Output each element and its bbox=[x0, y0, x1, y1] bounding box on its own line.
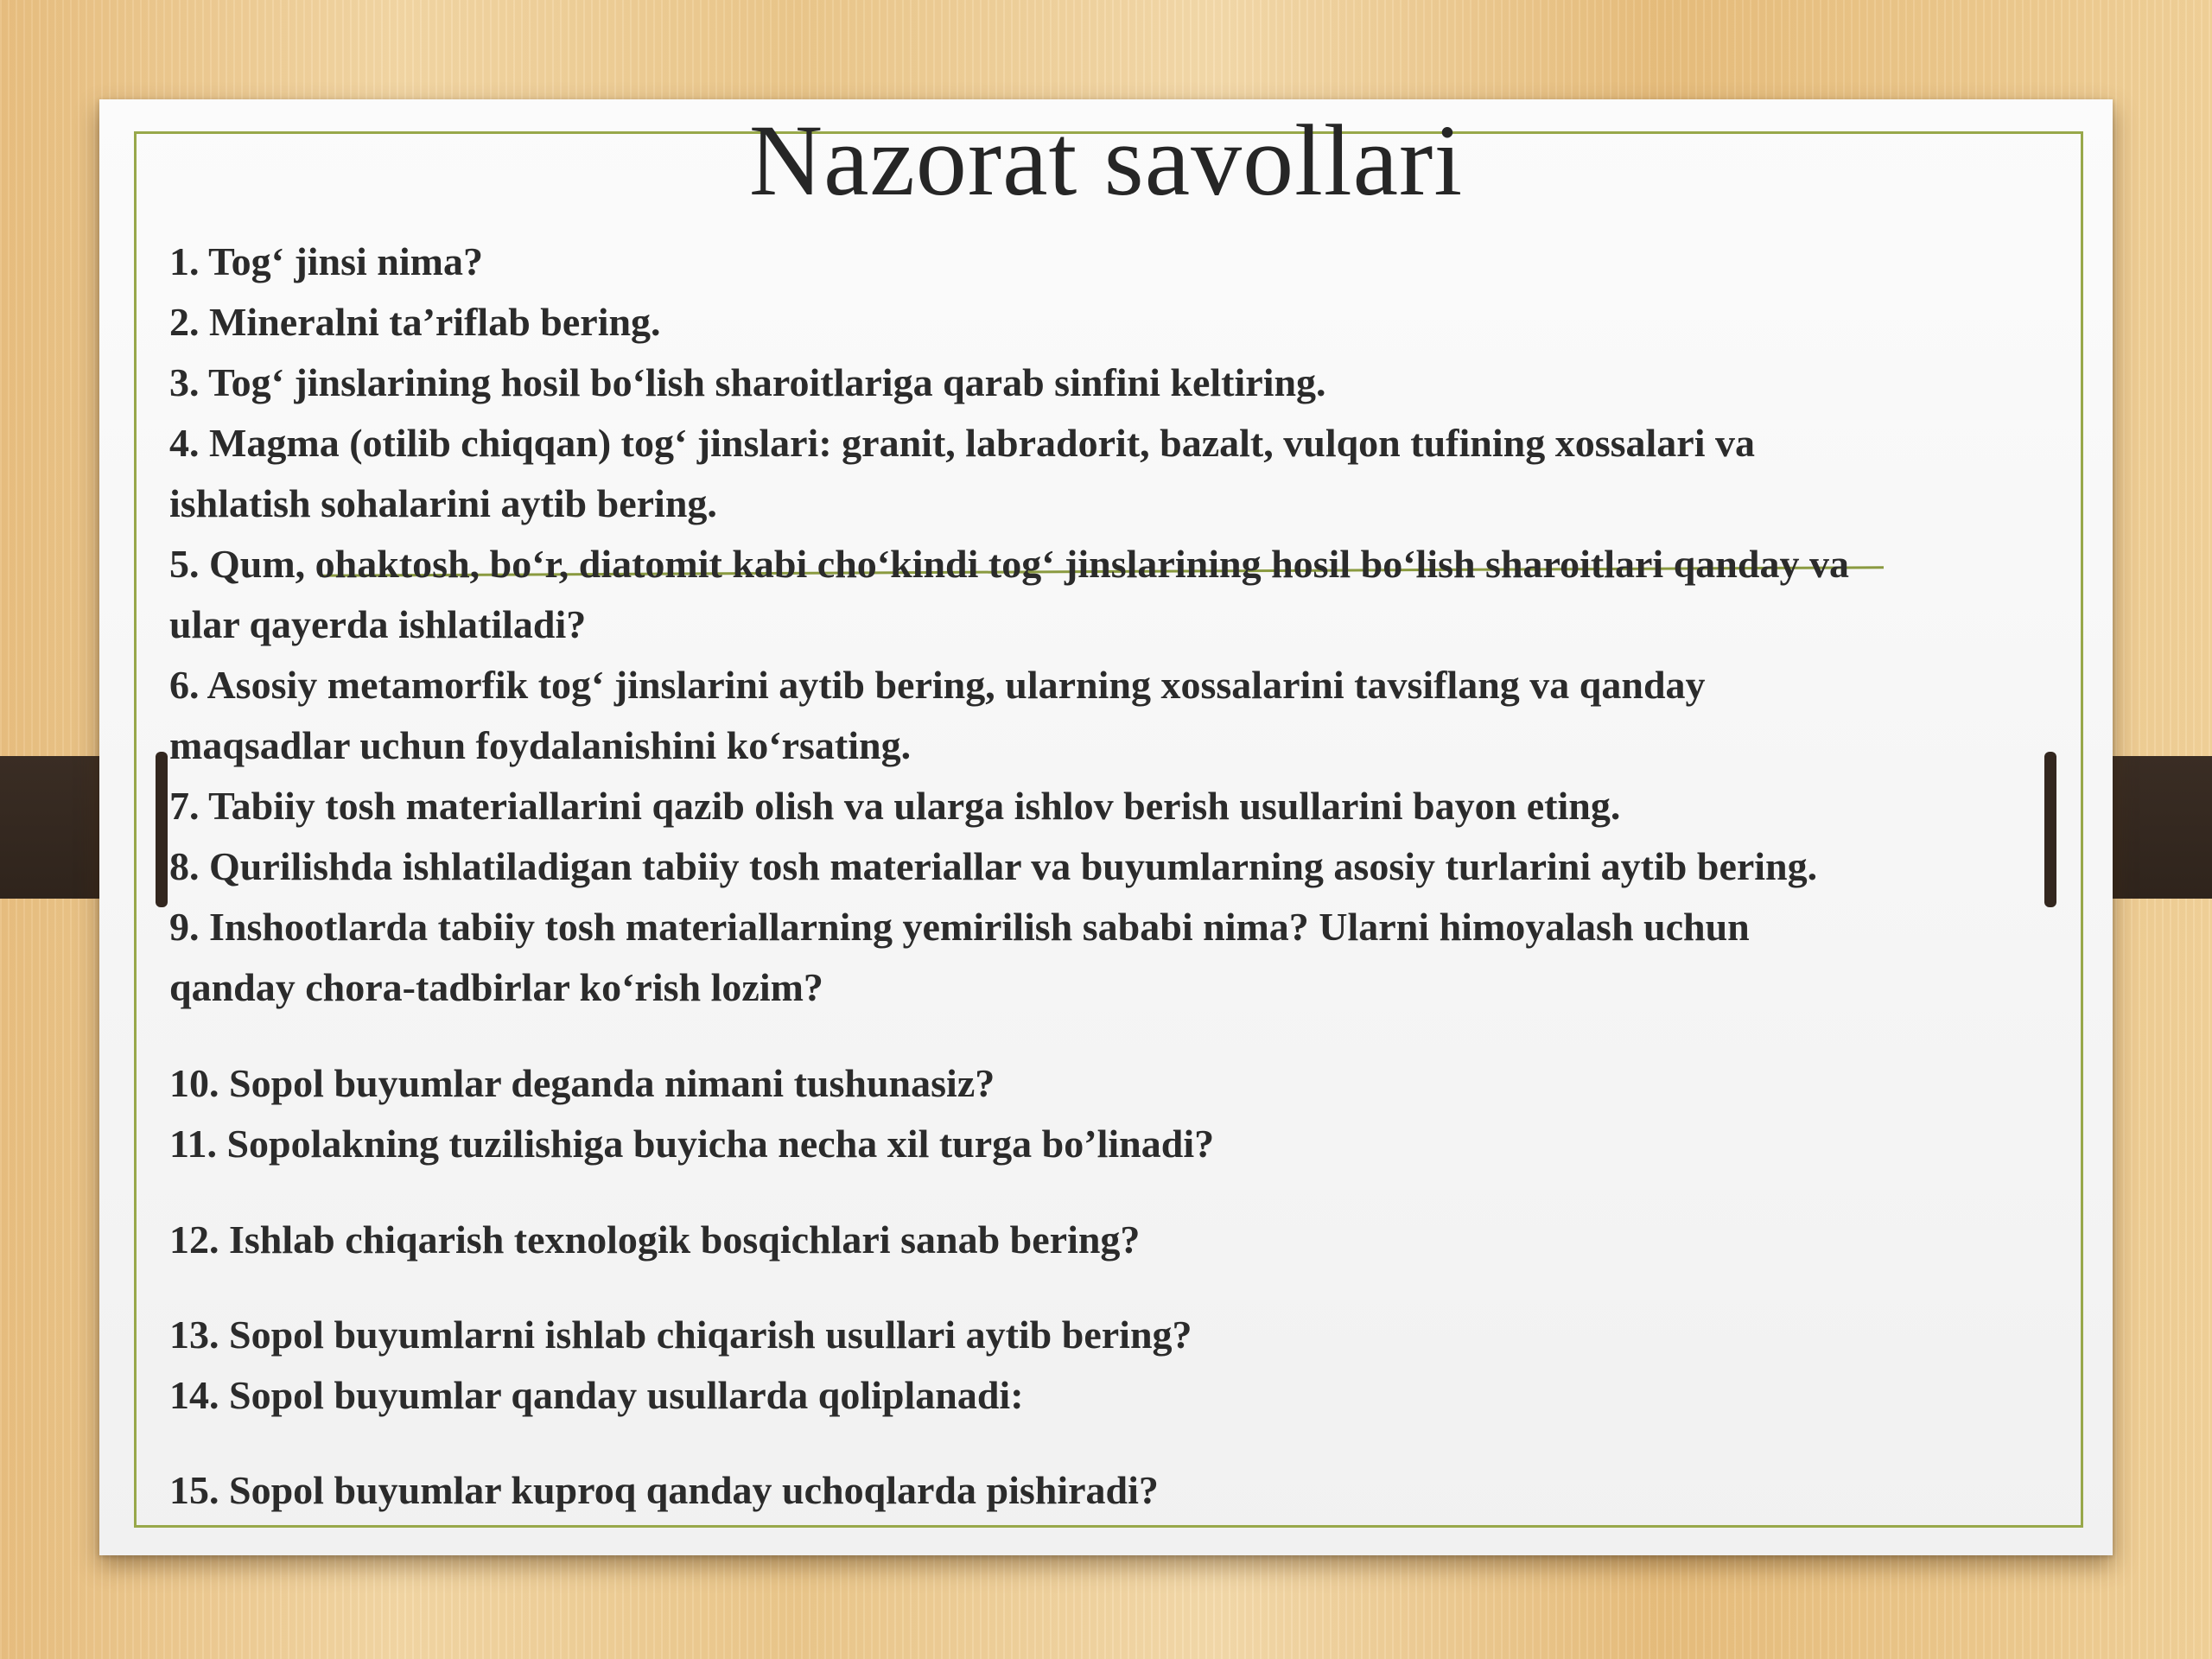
question-line: 8. Qurilishda ishlatiladigan tabiiy tosh materiallar va buyumlarning asosiy turlarini aytib bering. bbox=[169, 844, 1818, 888]
question-line: 15. Sopol buyumlar kuproq qanday uchoqlarda pishiradi? bbox=[169, 1468, 1159, 1512]
question-line: 9. Inshootlarda tabiiy tosh materiallarning yemirilish sababi nima? Ularni himoyalash uchun bbox=[169, 905, 1750, 949]
slide-title: Nazorat savollari bbox=[748, 104, 1464, 217]
question-line: 6. Asosiy metamorfik tog‘ jinslarini aytib bering, ularning xossalarini tavsiflang va qanday bbox=[169, 663, 1706, 707]
question-line: ular qayerda ishlatiladi? bbox=[169, 602, 587, 646]
question-line: 2. Mineralni ta’riflab bering. bbox=[169, 300, 661, 344]
question-line: ishlatish sohalarini aytib bering. bbox=[169, 481, 717, 525]
question-line: 13. Sopol buyumlarni ishlab chiqarish usullari aytib bering? bbox=[169, 1313, 1192, 1357]
question-line: 3. Tog‘ jinslarining hosil bo‘lish sharoitlariga qarab sinfini keltiring. bbox=[169, 360, 1326, 404]
question-list bbox=[169, 232, 2105, 1521]
question-line: 14. Sopol buyumlar qanday usullarda qoliplanadi: bbox=[169, 1373, 1024, 1417]
question-line: 11. Sopolakning tuzilishiga buyicha necha xil turga bo’linadi? bbox=[169, 1122, 1215, 1166]
question-line: 12. Ishlab chiqarish texnologik bosqichlari sanab bering? bbox=[169, 1217, 1141, 1262]
question-line: 4. Magma (otilib chiqqan) tog‘ jinslari: granit, labradorit, bazalt, vulqon tufining xossalari va bbox=[169, 421, 1755, 465]
question-line: qanday chora-tadbirlar ko‘rish lozim? bbox=[169, 965, 823, 1009]
question-line: 1. Tog‘ jinsi nima? bbox=[169, 239, 483, 283]
question-line: 10. Sopol buyumlar deganda nimani tushunasiz? bbox=[169, 1061, 995, 1105]
question-line: 7. Tabiiy tosh materiallarini qazib olish va ularga ishlov berish usullarini bayon eting. bbox=[169, 784, 1621, 828]
question-line: maqsadlar uchun foydalanishini ko‘rsating. bbox=[169, 723, 912, 767]
question-line: 5. Qum, ohaktosh, bo‘r, diatomit kabi cho‘kindi tog‘ jinslarining hosil bo‘lish sharoitlari qanday va bbox=[169, 542, 1849, 586]
